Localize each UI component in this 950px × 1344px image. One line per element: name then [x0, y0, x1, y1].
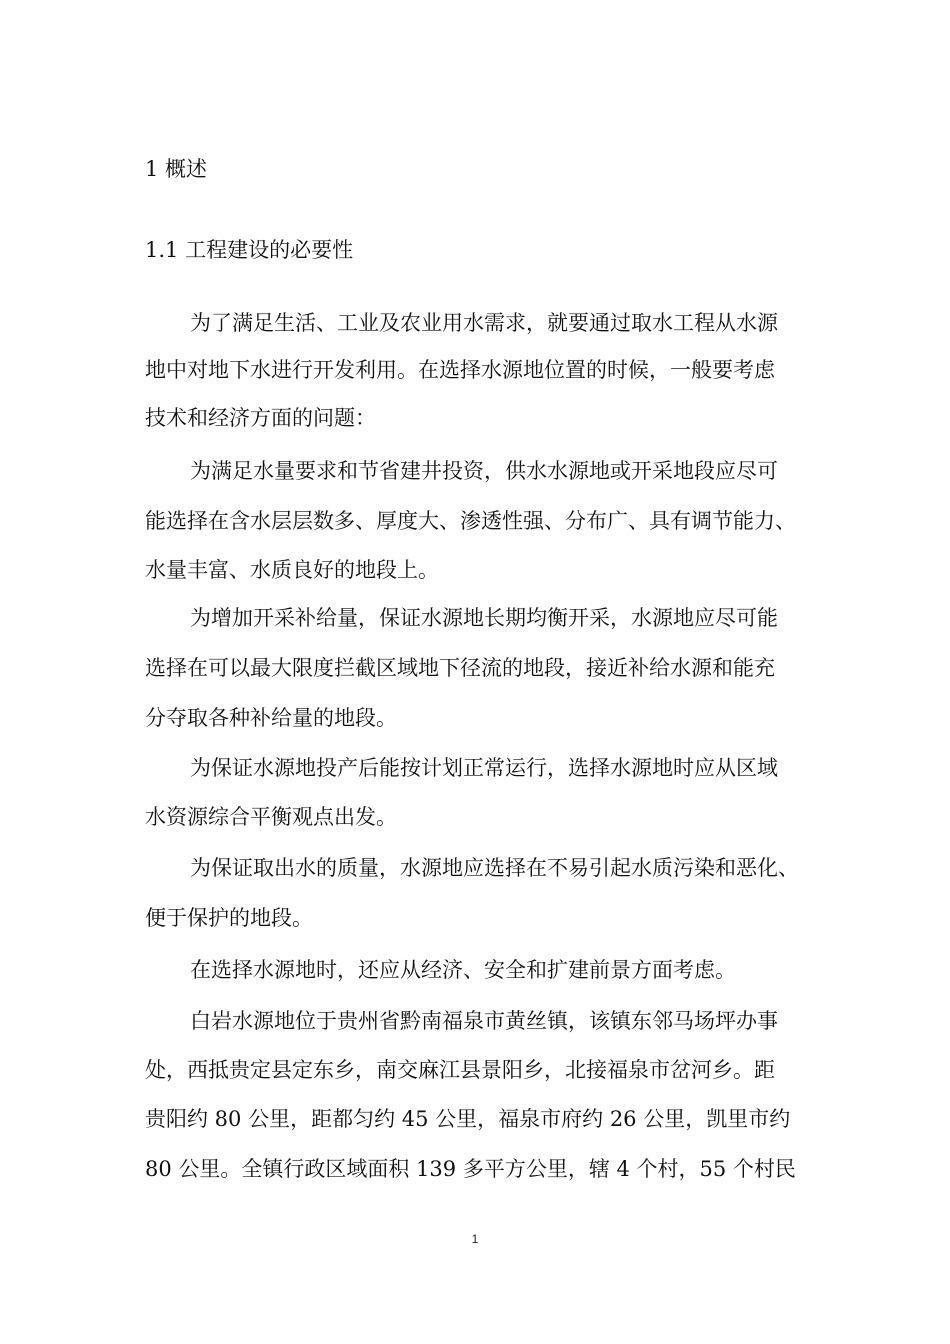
paragraph-line: 在选择水源地时，还应从经济、安全和扩建前景方面考虑。 — [190, 958, 736, 982]
paragraph-line: 贵阳约 80 公里，距都匀约 45 公里，福泉市府约 26 公里，凯里市约 — [145, 1107, 791, 1131]
paragraph-line: 便于保护的地段。 — [145, 906, 313, 930]
paragraph-line: 白岩水源地位于贵州省黔南福泉市黄丝镇，该镇东邻马场坪办事 — [190, 1009, 778, 1033]
paragraph-line: 为保证取出水的质量，水源地应选择在不易引起水质污染和恶化、 — [190, 856, 799, 880]
paragraph-line: 80 公里。全镇行政区域面积 139 多平方公里，辖 4 个村，55 个村民 — [145, 1157, 796, 1181]
paragraph-line: 地中对地下水进行开发利用。在选择水源地位置的时候，一般要考虑 — [145, 358, 775, 382]
paragraph-line: 为保证水源地投产后能按计划正常运行，选择水源地时应从区域 — [190, 756, 778, 780]
section-heading: 1 概述 — [145, 157, 208, 181]
paragraph-line: 能选择在含水层层数多、厚度大、渗透性强、分布广、具有调节能力、 — [145, 509, 796, 533]
paragraph-line: 分夺取各种补给量的地段。 — [145, 706, 397, 730]
paragraph-line: 为增加开采补给量，保证水源地长期均衡开采，水源地应尽可能 — [190, 606, 778, 630]
paragraph-line: 水量丰富、水质良好的地段上。 — [145, 558, 439, 582]
paragraph-line: 技术和经济方面的问题： — [145, 406, 376, 430]
paragraph-line: 为了满足生活、工业及农业用水需求，就要通过取水工程从水源 — [190, 311, 778, 335]
subsection-heading: 1.1 工程建设的必要性 — [145, 238, 354, 262]
paragraph-line: 为满足水量要求和节省建井投资，供水水源地或开采地段应尽可 — [190, 459, 778, 483]
paragraph-line: 处，西抵贵定县定东乡，南交麻江县景阳乡，北接福泉市岔河乡。距 — [145, 1058, 775, 1082]
paragraph-line: 选择在可以最大限度拦截区域地下径流的地段，接近补给水源和能充 — [145, 656, 775, 680]
page-number: 1 — [471, 1232, 479, 1246]
paragraph-line: 水资源综合平衡观点出发。 — [145, 805, 397, 829]
